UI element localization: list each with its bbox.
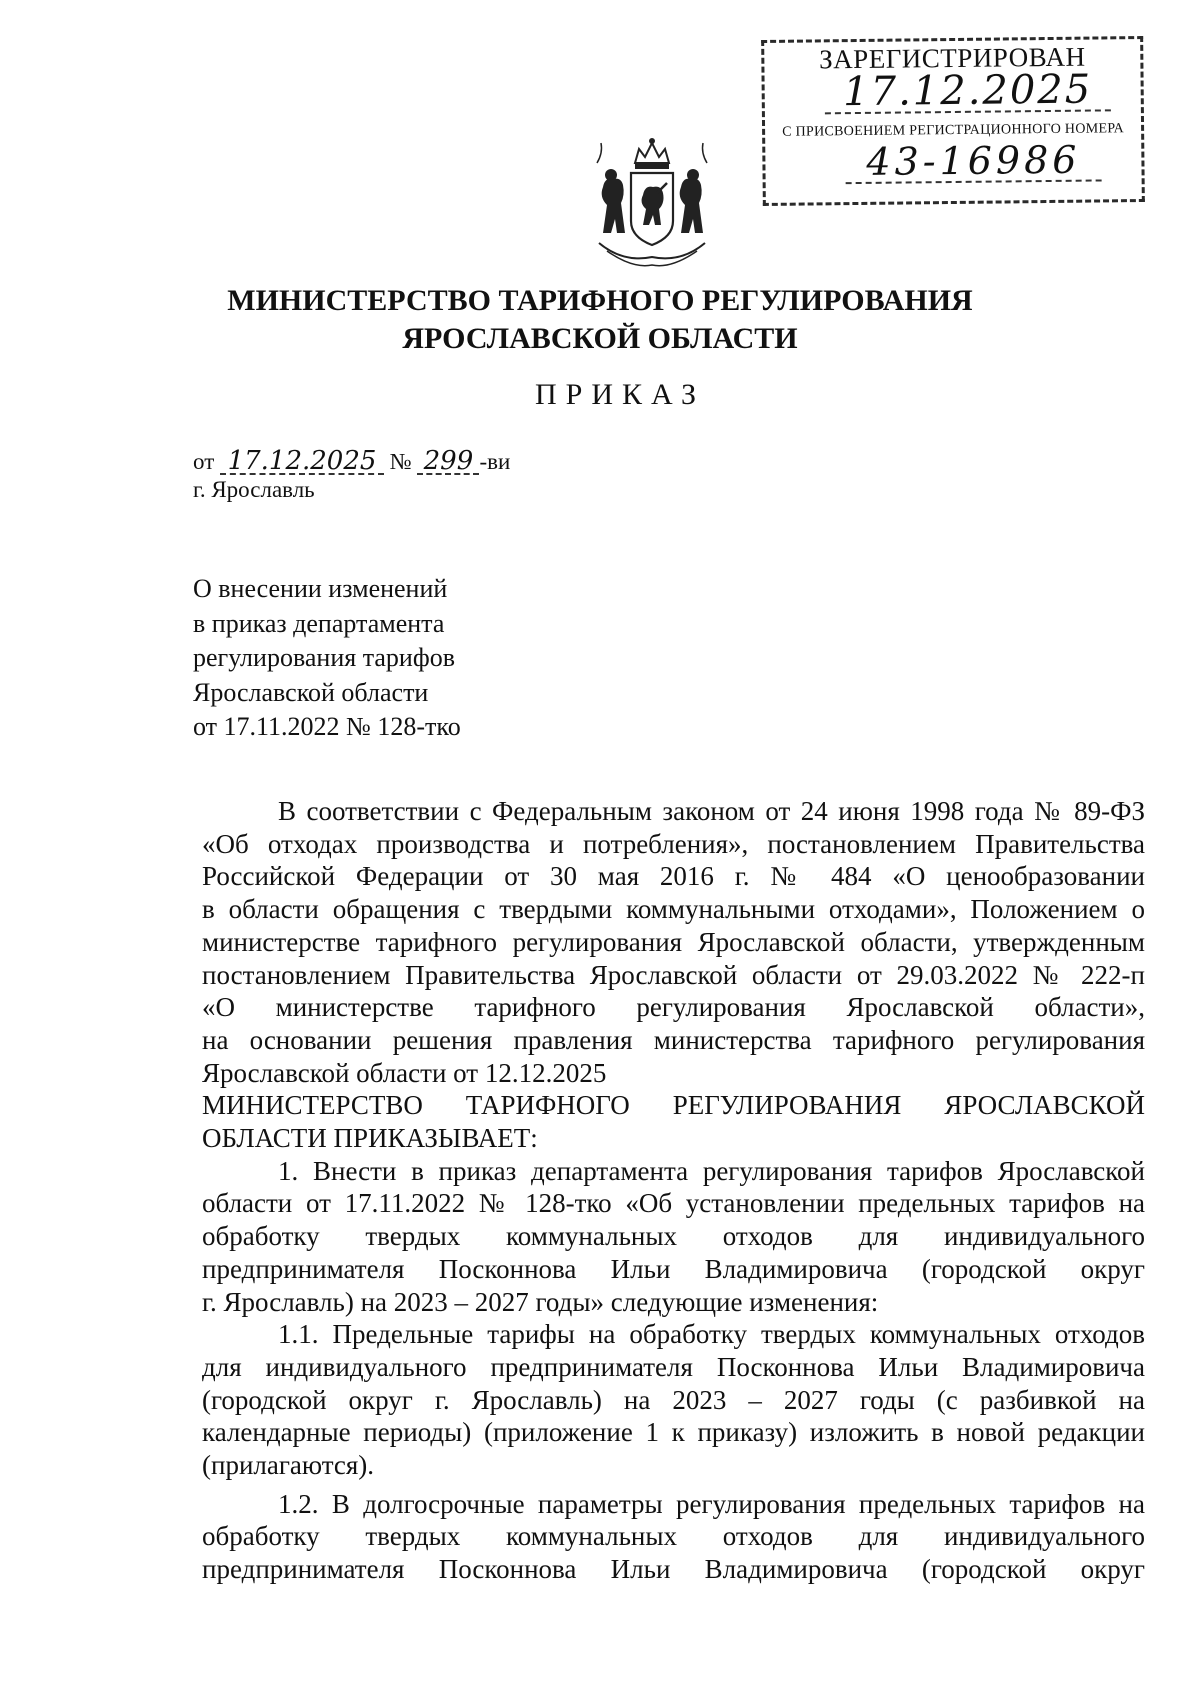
item-1-1-line: (городской округ г. Ярославль) на 2023 – 2027 годы (с разбивкой на [202, 1384, 1145, 1415]
item-1-2-line: предпринимателя Посконнова Ильи Владимировича (городской округ [202, 1554, 1145, 1585]
ministry-name [0, 282, 1200, 358]
item-1-1-line: календарные периоды) (приложение 1 к приказу) изложить в новой редакции [202, 1417, 1145, 1448]
order-body [202, 795, 1145, 1586]
registration-stamp [761, 36, 1145, 206]
item-1-line: обработку твердых коммунальных отходов для индивидуального [202, 1221, 1145, 1252]
stamp-title: ЗАРЕГИСТРИРОВАН [819, 41, 1086, 75]
subject-line: в приказ департамента [193, 608, 445, 638]
item-1-1-line: для индивидуального предпринимателя Посконнова Ильи Владимировича [202, 1351, 1145, 1382]
item-1-1-line: 1.1. Предельные тарифы на обработку твердых коммунальных отходов [278, 1319, 1145, 1350]
subject-line: Ярославской области [193, 677, 429, 707]
item-1-line: области от 17.11.2022 № 128-тко «Об установлении предельных тарифов на [202, 1188, 1145, 1219]
subject-line: от 17.11.2022 № 128-тко [193, 712, 461, 741]
preamble-line: Российской Федерации от 30 мая 2016 г. № 484 «О ценообразовании [202, 861, 1145, 892]
decree-line: МИНИСТЕРСТВО ТАРИФНОГО РЕГУЛИРОВАНИЯ ЯРОСЛАВСКОЙ [202, 1090, 1145, 1121]
preamble-line: Ярославской области от 12.12.2025 [202, 1057, 607, 1088]
item-1-line: г. Ярославль) на 2023 – 2027 годы» следующие изменения: [202, 1286, 879, 1317]
subject-line: О внесении изменений [193, 574, 448, 603]
item-1-2-line: обработку твердых коммунальных отходов для индивидуального [202, 1521, 1145, 1552]
preamble-line: министерстве тарифного регулирования Ярославской области, утвержденным [202, 926, 1145, 957]
stamp-date: 17.12.2025 [824, 69, 1110, 114]
from-label: от [193, 449, 215, 474]
decree-line: ОБЛАСТИ ПРИКАЗЫВАЕТ: [202, 1123, 538, 1154]
preamble-line: «Об отходах производства и потребления», постановлением Правительства [202, 828, 1145, 859]
bear-coat-of-arms-icon [593, 133, 711, 273]
stamp-registration-number: 43-16986 [845, 139, 1101, 184]
order-subject [193, 572, 461, 745]
city: г. Ярославль [193, 477, 315, 502]
order-number: 299 [417, 449, 479, 475]
item-1-2-line: 1.2. В долгосрочные параметры регулирования предельных тарифов на [278, 1488, 1145, 1519]
number-label: № [389, 449, 412, 474]
subject-line: регулирования тарифов [193, 643, 455, 672]
order-date-number [193, 447, 510, 477]
document-type: ПРИКАЗ [535, 378, 705, 411]
item-1-line: 1. Внести в приказ департамента регулирования тарифов Ярославской [278, 1155, 1145, 1186]
order-date: 17.12.2025 [220, 449, 384, 475]
preamble-line: «О министерстве тарифного регулирования Ярославской области», [202, 992, 1145, 1023]
item-1-line: предпринимателя Посконнова Ильи Владимировича (городской округ [202, 1253, 1145, 1284]
preamble-line: в области обращения с твердыми коммунальными отходами», Положением о [202, 894, 1145, 925]
stamp-note: С ПРИСВОЕНИЕМ РЕГИСТРАЦИОННОГО НОМЕРА [782, 121, 1125, 140]
item-1-1-line: (прилагаются). [202, 1450, 374, 1481]
ministry-line-2: ЯРОСЛАВСКОЙ ОБЛАСТИ [402, 322, 798, 355]
ministry-line-1: МИНИСТЕРСТВО ТАРИФНОГО РЕГУЛИРОВАНИЯ [227, 284, 973, 317]
preamble-line: на основании решения правления министерства тарифного регулирования [202, 1024, 1145, 1055]
preamble-line: В соответствии с Федеральным законом от 24 июня 1998 года № 89-ФЗ [278, 796, 1145, 826]
preamble-line: постановлением Правительства Ярославской области от 29.03.2022 № 222-п [202, 959, 1145, 990]
order-suffix: -ви [479, 449, 511, 474]
